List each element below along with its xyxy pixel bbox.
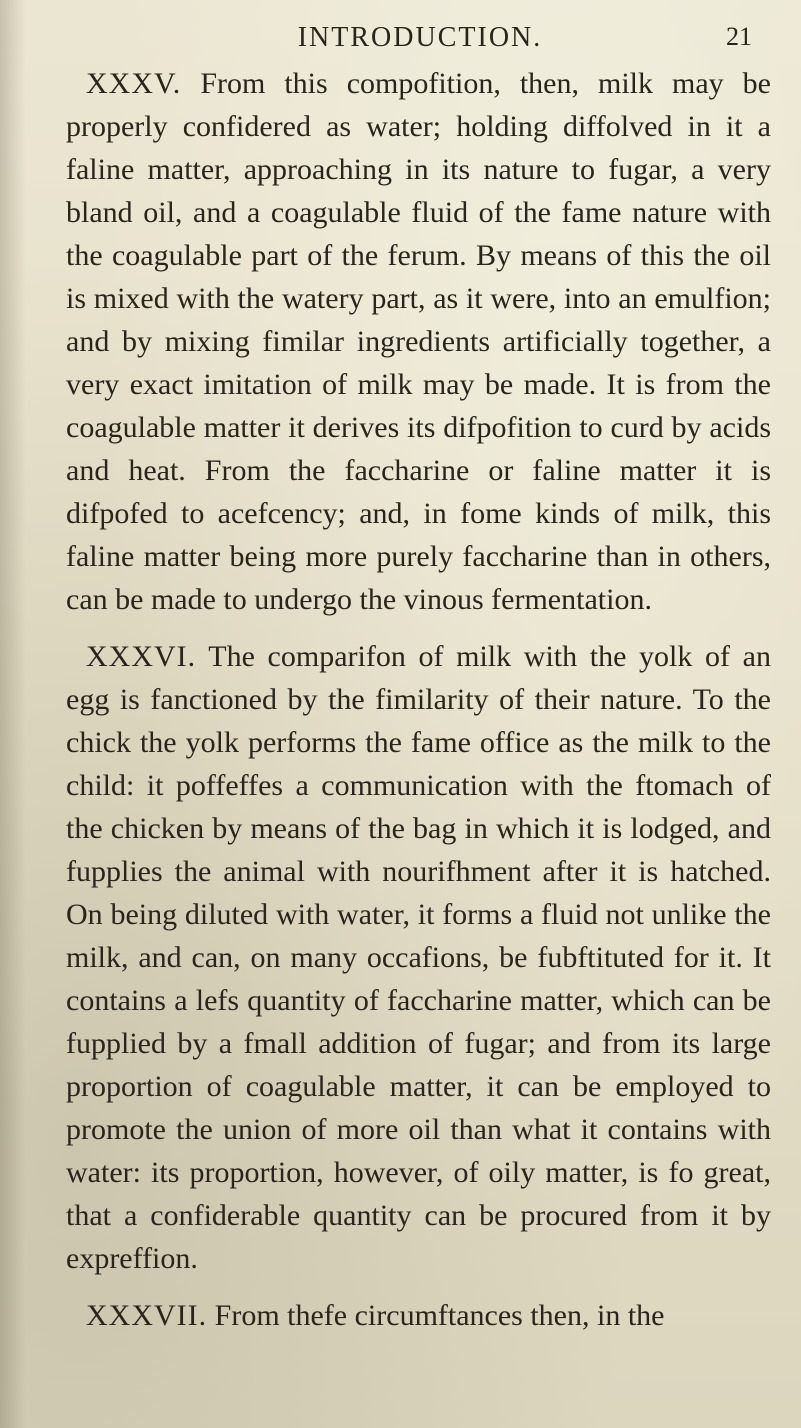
section-number: XXXVII. bbox=[86, 1299, 208, 1332]
section-number: XXXVI. bbox=[86, 640, 197, 673]
section-number: XXXV. bbox=[86, 67, 182, 100]
paragraph-xxxv bbox=[66, 62, 771, 621]
paragraph-xxxvi bbox=[66, 635, 771, 1280]
page-number: 21 bbox=[726, 22, 752, 51]
body-text bbox=[66, 62, 771, 1337]
paragraph-text: From this compofition, then, milk may be properly confidered as water; holding diffolved in it a faline matter, approaching in its nature to fugar, a very bland oil, and a coagulable fluid of the fame nature with the coagulable part of the ferum. By means of this the oil is mixed with the watery part, as it were, into an emulfion; and by mixing fimilar ingredients artificially together, a very exact imitation of milk may be made. It is from the coagulable matter it derives its difpofition to curd by acids and heat. From the faccharine or faline matter it is difpofed to acefcency; and, in fome kinds of milk, this faline matter being more purely faccharine than in others, can be made to undergo the vinous fermentation. bbox=[66, 67, 772, 616]
running-title: INTRODUCTION. bbox=[297, 22, 543, 53]
running-head bbox=[60, 22, 760, 62]
paragraph-text: From thefe circumftances then, in the bbox=[214, 1299, 665, 1332]
paragraph-text: The comparifon of milk with the yolk of an egg is fanctioned by the fimilarity of their nature. To the chick the yolk performs the fame office as the milk to the child: it poffeffes a communication with the ftomach of the chicken by means of the bag in which it is lodged, and fupplies the animal with nourifhment after it is hatched. On being diluted with water, it forms a fluid not unlike the milk, and can, on many occafions, be fubftituted for it. It contains a lefs quantity of faccharine matter, which can be fupplied by a fmall addition of fugar; and from its large proportion of coagulable matter, it can be employed to promote the union of more oil than what it contains with water: its proportion, however, of oily matter, is fo great, that a confiderable quantity can be procured from it by expreffion. bbox=[66, 640, 771, 1275]
paragraph-xxxvii bbox=[66, 1294, 771, 1337]
